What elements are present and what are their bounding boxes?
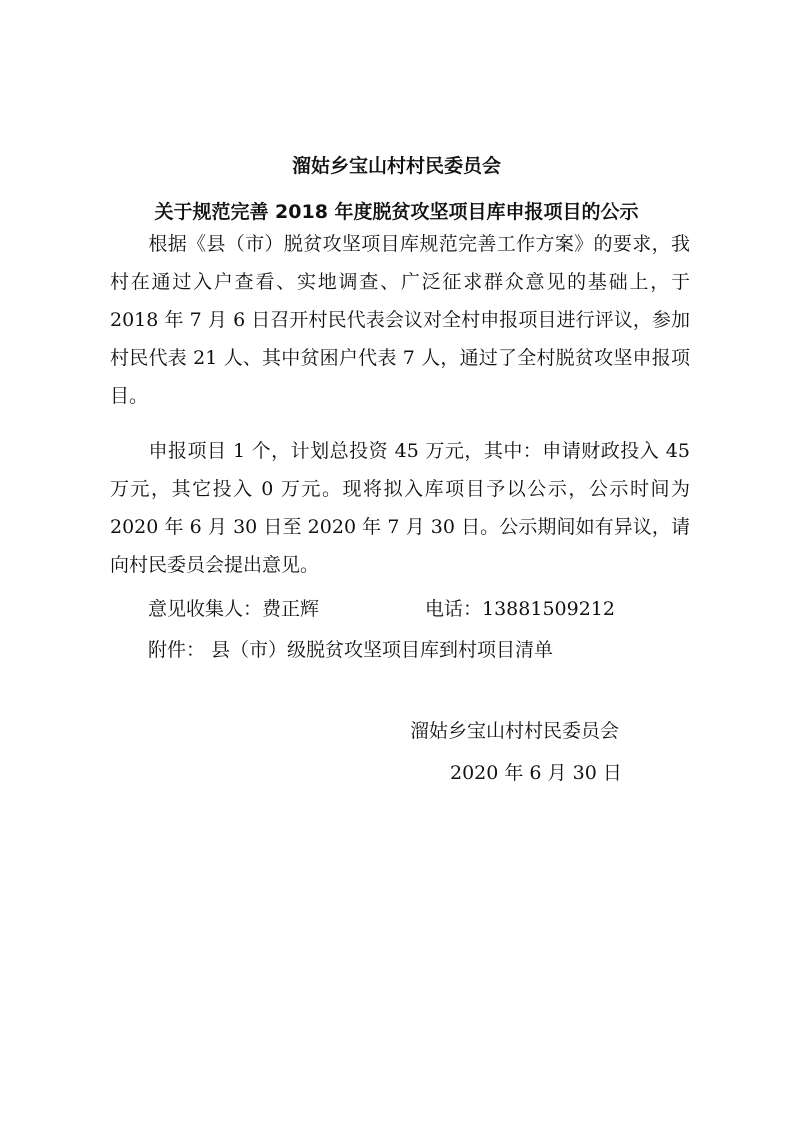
- notice-title: 关于规范完善 2018 年度脱贫攻坚项目库申报项目的公示: [154, 201, 639, 223]
- paragraph-1-text: 根据《县（市）脱贫攻坚项目库规范完善工作方案》的要求，我村在通过入户查看、实地调查、广泛征求群众意见的基础上，于 2018 年 7 月 6 日召开村民代表会议对全村申报项目进行评议，参加村民代表 21 人、其中贫困户代表 7 人，通过了全村脱贫攻坚申报项目。: [110, 233, 690, 407]
- phone-line: 电话：13881509212: [425, 598, 615, 620]
- collector-line: 意见收集人：费正辉: [148, 598, 320, 620]
- paragraph-1: [110, 225, 690, 415]
- paragraph-2: [110, 432, 690, 584]
- signature-date: 2020 年 6 月 30 日: [450, 762, 622, 784]
- signature-org: 溜姑乡宝山村村民委员会: [410, 720, 620, 742]
- org-heading: 溜姑乡宝山村村民委员会: [291, 155, 501, 177]
- paragraph-2-text: 申报项目 1 个，计划总投资 45 万元，其中：申请财政投入 45 万元，其它投入 0 万元。现将拟入库项目予以公示，公示时间为 2020 年 6 月 30 日至 2020 年 7 月 30 日。公示期间如有异议，请向村民委员会提出意见。: [110, 440, 690, 576]
- attachment-line: 附件： 县（市）级脱贫攻坚项目库到村项目清单: [148, 639, 554, 661]
